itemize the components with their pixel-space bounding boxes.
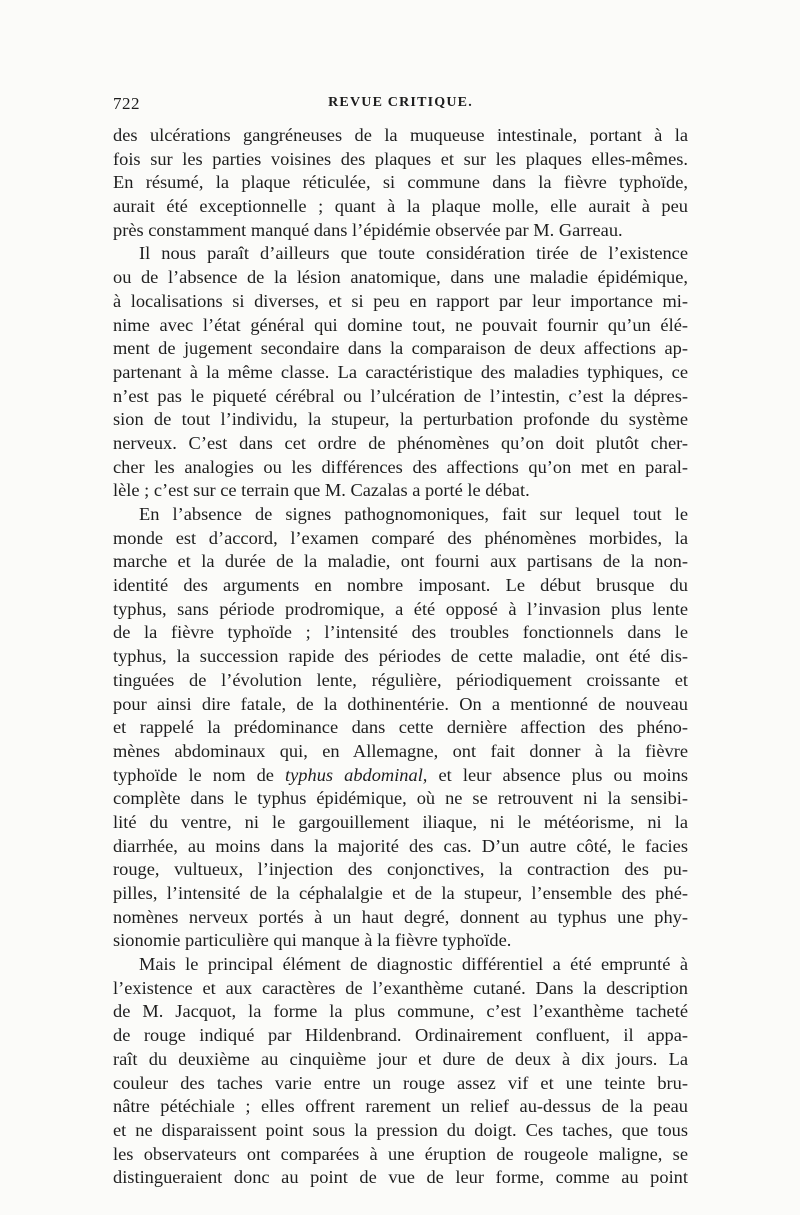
text-line: distingueraient donc au point de vue de leur forme, comme au point — [113, 1167, 688, 1188]
text-line: typhus, la succession rapide des périodes de cette maladie, ont été dis- — [113, 646, 688, 667]
text-line: nerveux. C’est dans cet ordre de phénomènes qu’on doit plutôt cher- — [113, 432, 688, 453]
running-head — [113, 94, 688, 120]
text-line: monde est d’accord, l’examen comparé des phénomènes morbides, la — [113, 527, 688, 548]
running-title: REVUE CRITIQUE. — [328, 95, 473, 110]
text-line — [113, 764, 688, 788]
text-line: identité des arguments en nombre imposant. Le début brusque du — [113, 575, 688, 596]
text-line: nomènes nerveux portés à un haut degré, donnent au typhus une phy- — [113, 906, 688, 927]
text-line: En l’absence de signes pathognomoniques, fait sur lequel tout le — [139, 504, 688, 524]
text-line: les observateurs ont comparées à une éruption de rougeole maligne, se — [113, 1143, 688, 1164]
text-line: Mais le principal élément de diagnostic différentiel a été emprunté à — [139, 954, 688, 975]
text-line: ou de l’absence de la lésion anatomique, dans une maladie épidémique, — [113, 267, 688, 288]
page-number: 722 — [113, 94, 140, 113]
text-line: nime avec l’état général qui domine tout, ne pouvait fournir qu’un élé- — [113, 314, 688, 335]
text-line: fois sur les parties voisines des plaques et sur les plaques elles-mêmes. — [113, 148, 688, 169]
text-line: pilles, l’intensité de la céphalalgie et de la stupeur, l’ensemble des phé- — [113, 883, 688, 903]
text-line: n’est pas le piqueté cérébral ou l’ulcération de l’intestin, c’est la dépres- — [113, 385, 688, 406]
text-line: couleur des taches varie entre un rouge assez vif et une teinte bru- — [113, 1072, 688, 1093]
italic-term: typhus abdominal, — [285, 764, 428, 785]
text-line: diarrhée, au moins dans la majorité des cas. D’un autre côté, le facies — [113, 835, 688, 856]
body-text — [113, 124, 688, 1190]
text-line: sion de tout l’individu, la stupeur, la perturbation profonde du système — [113, 409, 688, 430]
text-line: près constamment manqué dans l’épidémie observée par M. Garreau. — [113, 219, 623, 240]
text-line: marche et la durée de la maladie, ont fourni aux partisans de la non- — [113, 551, 688, 572]
text-line: et rappelé la prédominance dans cette dernière affection des phéno- — [113, 717, 688, 738]
text-line: de M. Jacquot, la forme la plus commune, c’est l’exanthème tacheté — [113, 1001, 688, 1022]
text-line: aurait été exceptionnelle ; quant à la plaque molle, elle aurait à peu — [113, 196, 688, 217]
text-line: des ulcérations gangréneuses de la muqueuse intestinale, portant à la — [113, 125, 688, 145]
text-line: à localisations si diverses, et si peu en rapport par leur importance mi- — [113, 290, 688, 311]
text-line: de rouge indiqué par Hildenbrand. Ordinairement confluent, il appa- — [113, 1025, 688, 1046]
text-line: l’existence et aux caractères de l’exanthème cutané. Dans la description — [113, 977, 688, 998]
text-segment: typhoïde le nom de — [113, 764, 286, 785]
text-line: rouge, vultueux, l’injection des conjonctives, la contraction des pu- — [113, 859, 688, 880]
text-line: complète dans le typhus épidémique, où ne se retrouvent ni la sensibi- — [113, 788, 688, 809]
text-segment: et leur absence plus ou moins — [427, 764, 688, 785]
text-line: raît du deuxième au cinquième jour et dure de deux à dix jours. La — [113, 1048, 688, 1069]
text-line: partenant à la même classe. La caractéristique des maladies typhiques, ce — [113, 361, 688, 382]
text-line: cher les analogies ou les différences des affections qu’on met en paral- — [113, 456, 688, 477]
text-line: tinguées de l’évolution lente, régulière, périodiquement croissante et — [113, 669, 688, 690]
text-line: typhus, sans période prodromique, a été opposé à l’invasion plus lente — [113, 598, 688, 619]
text-line: pour ainsi dire fatale, de la dothinentérie. On a mentionné de nouveau — [113, 693, 688, 714]
text-line: Il nous paraît d’ailleurs que toute considération tirée de l’existence — [139, 243, 688, 264]
text-line: ment de jugement secondaire dans la comparaison de deux affections ap- — [113, 338, 688, 359]
text-line: sionomie particulière qui manque à la fièvre typhoïde. — [113, 930, 512, 951]
text-line: lité du ventre, ni le gargouillement iliaque, ni le météorisme, ni la — [113, 811, 688, 832]
text-line: nâtre pétéchiale ; elles offrent rarement un relief au-dessus de la peau — [113, 1096, 688, 1117]
text-line: lèle ; c’est sur ce terrain que M. Cazalas a porté le débat. — [113, 480, 530, 501]
text-line: et ne disparaissent point sous la pression du doigt. Ces taches, que tous — [113, 1119, 688, 1140]
text-line: En résumé, la plaque réticulée, si commune dans la fièvre typhoïde, — [113, 172, 688, 193]
text-line: de la fièvre typhoïde ; l’intensité des troubles fonctionnels dans le — [113, 622, 688, 643]
text-line: mènes abdominaux qui, en Allemagne, ont fait donner à la fièvre — [113, 740, 688, 761]
